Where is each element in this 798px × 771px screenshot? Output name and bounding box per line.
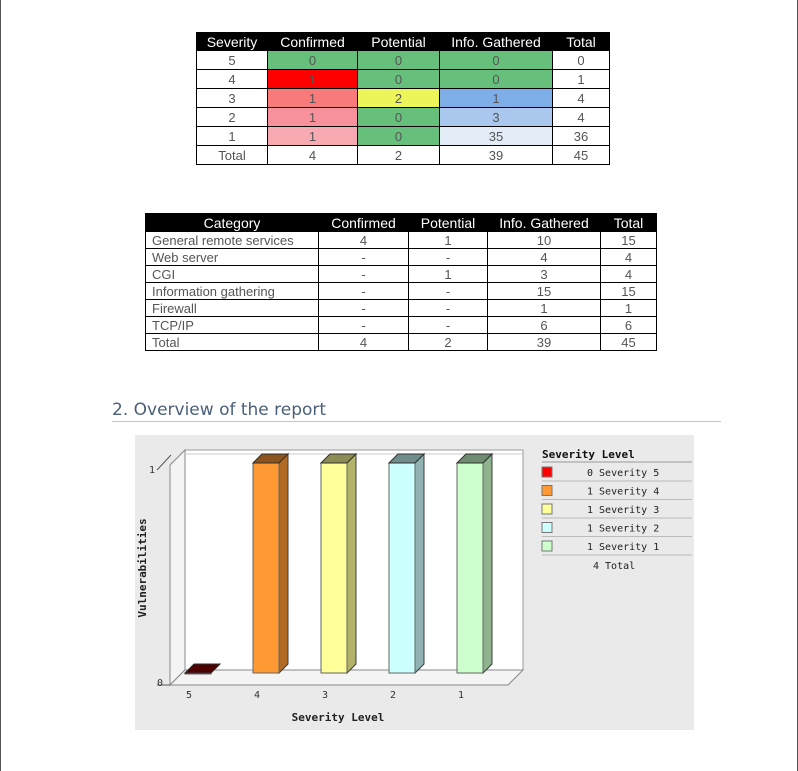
col-header-info-gathered: Info. Gathered	[440, 33, 553, 51]
legend-title: Severity Level	[542, 448, 635, 461]
bar-front	[321, 463, 347, 673]
table-row	[197, 51, 610, 70]
table-row	[197, 146, 610, 165]
legend-swatch	[542, 541, 552, 551]
table-cell: 45	[553, 146, 610, 165]
table-cell: Information gathering	[146, 283, 319, 300]
table-cell: 4	[197, 70, 268, 89]
table-cell: 1	[268, 108, 358, 127]
legend-swatch	[542, 504, 552, 514]
y-tick-label: 0	[156, 678, 163, 689]
table-cell: -	[409, 249, 488, 266]
y-axis-tick-top	[157, 455, 171, 470]
table-row	[146, 283, 657, 300]
legend-swatch	[542, 486, 552, 496]
table-cell: 1	[268, 127, 358, 146]
table-cell: 2	[409, 334, 488, 351]
legend-swatch	[542, 467, 552, 477]
table-cell: 0	[553, 51, 610, 70]
table-cell: 0	[358, 70, 440, 89]
table-cell: 1	[409, 232, 488, 249]
table-cell: 4	[601, 266, 657, 283]
page-left-border	[0, 0, 1, 771]
table-cell: 0	[358, 51, 440, 70]
table-header-row	[146, 214, 657, 232]
table-cell: General remote services	[146, 232, 319, 249]
table-row	[146, 334, 657, 351]
table-cell: 4	[488, 249, 601, 266]
x-tick-label: 4	[253, 690, 261, 701]
bar-front	[253, 463, 279, 673]
table-header-row	[197, 33, 610, 51]
table-cell: 39	[488, 334, 601, 351]
table-row	[146, 266, 657, 283]
table-cell: Firewall	[146, 300, 319, 317]
table-cell: 1	[440, 89, 553, 108]
legend-item	[542, 541, 692, 555]
table-cell: 4	[319, 334, 409, 351]
table-cell: 35	[440, 127, 553, 146]
table-row	[197, 70, 610, 89]
bar-severity-2	[389, 454, 424, 673]
legend-label: 1 Severity 1	[587, 542, 660, 553]
chart-canvas	[135, 435, 694, 730]
legend-label: 1 Severity 4	[587, 486, 660, 498]
table-cell: CGI	[146, 266, 319, 283]
legend-label: 0 Severity 5	[587, 468, 660, 479]
legend-item	[542, 504, 692, 518]
bar-side	[347, 454, 356, 673]
table-row	[197, 89, 610, 108]
col-header-total: Total	[601, 214, 657, 232]
bar-side	[483, 454, 492, 673]
y-tick-label: 1	[148, 465, 155, 476]
table-cell: -	[409, 283, 488, 300]
bar-front	[457, 463, 483, 673]
bar-side	[415, 454, 424, 673]
table-cell: 1	[553, 70, 610, 89]
table-cell: 0	[358, 127, 440, 146]
y-axis-label: Vulnerabilities	[136, 518, 149, 618]
bar-severity-1	[457, 454, 492, 673]
table-row	[146, 249, 657, 266]
legend-item	[542, 523, 692, 537]
col-header-total: Total	[553, 33, 610, 51]
x-axis-label: Severity Level	[291, 711, 385, 724]
category-summary-table	[145, 213, 657, 351]
table-cell: 39	[440, 146, 553, 165]
table-cell: 0	[440, 51, 553, 70]
table-cell: 15	[601, 283, 657, 300]
col-header-potential: Potential	[358, 33, 440, 51]
legend-item	[542, 467, 692, 481]
table-cell: 1	[268, 89, 358, 108]
table-cell: 4	[319, 232, 409, 249]
table-cell: 1	[488, 300, 601, 317]
table-row	[146, 232, 657, 249]
legend-label: 1 Severity 3	[587, 505, 660, 516]
legend-label: 1 Severity 2	[587, 523, 660, 535]
table-cell: 2	[358, 89, 440, 108]
table-cell: 0	[268, 51, 358, 70]
table-cell: 6	[601, 317, 657, 334]
section-heading: 2. Overview of the report	[112, 400, 327, 420]
table-cell: Total	[146, 334, 319, 351]
col-header-category: Category	[146, 214, 319, 232]
table-cell: 0	[440, 70, 553, 89]
table-cell: -	[319, 283, 409, 300]
x-tick-label: 1	[457, 690, 465, 701]
table-row	[197, 127, 610, 146]
table-cell: 4	[601, 249, 657, 266]
section-divider	[112, 421, 721, 422]
table-cell: 15	[488, 283, 601, 300]
table-cell: 4	[268, 146, 358, 165]
col-header-potential: Potential	[409, 214, 488, 232]
legend-total: 4 Total	[593, 561, 636, 572]
table-cell: 3	[440, 108, 553, 127]
table-cell: 3	[197, 89, 268, 108]
col-header-confirmed: Confirmed	[319, 214, 409, 232]
table-cell: 36	[553, 127, 610, 146]
x-tick-label: 5	[185, 690, 193, 701]
table-cell: Total	[197, 146, 268, 165]
table-cell: 1	[268, 70, 358, 89]
table-row	[146, 300, 657, 317]
table-row	[197, 108, 610, 127]
table-cell: 2	[197, 108, 268, 127]
table-cell: -	[319, 266, 409, 283]
col-header-confirmed: Confirmed	[268, 33, 358, 51]
legend-swatch	[542, 523, 552, 533]
table-cell: 1	[601, 300, 657, 317]
severity-summary-table	[196, 32, 610, 165]
table-cell: 3	[488, 266, 601, 283]
table-cell: 2	[358, 146, 440, 165]
col-header-info-gathered: Info. Gathered	[488, 214, 601, 232]
table-cell: Web server	[146, 249, 319, 266]
table-cell: 45	[601, 334, 657, 351]
table-cell: 10	[488, 232, 601, 249]
table-cell: -	[319, 300, 409, 317]
table-cell: 5	[197, 51, 268, 70]
table-cell: -	[319, 317, 409, 334]
x-tick-label: 3	[321, 690, 329, 701]
table-cell: TCP/IP	[146, 317, 319, 334]
table-cell: 15	[601, 232, 657, 249]
bar-severity-4	[253, 454, 288, 673]
table-cell: 4	[553, 108, 610, 127]
table-cell: -	[319, 249, 409, 266]
col-header-severity: Severity	[197, 33, 268, 51]
bar-severity-3	[321, 454, 356, 673]
table-cell: -	[409, 300, 488, 317]
x-tick-label: 2	[389, 690, 397, 701]
bar-side	[279, 454, 288, 673]
table-cell: 0	[358, 108, 440, 127]
table-cell: 1	[409, 266, 488, 283]
chart-side-wall	[170, 450, 185, 685]
table-cell: 1	[197, 127, 268, 146]
legend-item	[542, 486, 692, 500]
severity-chart	[135, 435, 694, 730]
table-cell: -	[409, 317, 488, 334]
table-cell: 6	[488, 317, 601, 334]
bar-front	[389, 463, 415, 673]
table-cell: 4	[553, 89, 610, 108]
table-row	[146, 317, 657, 334]
